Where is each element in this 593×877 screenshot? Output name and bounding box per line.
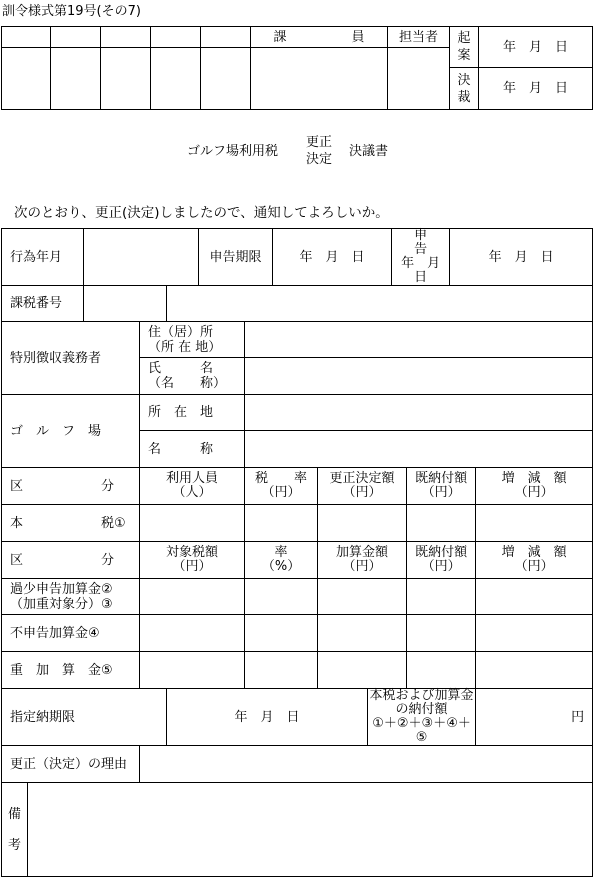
act-month-value[interactable] (84, 229, 199, 286)
main-tax-paid[interactable] (407, 505, 476, 542)
header-difference: 増 減 額 （円） (476, 468, 593, 505)
header-paid-amount-2: 既納付額 （円） (407, 542, 476, 579)
remarks-value[interactable] (28, 783, 593, 877)
remarks-label: 備 考 (2, 783, 28, 877)
reason-label: 更正（決定）の理由 (2, 746, 140, 783)
heavy-base[interactable] (140, 652, 245, 689)
tax-number-extra[interactable] (167, 286, 593, 322)
no-filing-base[interactable] (140, 615, 245, 652)
main-tax-label: 本 税① (2, 505, 140, 542)
payment-due-label: 指定納期限 (2, 689, 167, 746)
name-value[interactable] (245, 358, 593, 395)
stamp-box-2[interactable] (51, 48, 101, 110)
header-users: 利用人員 （人） (140, 468, 245, 505)
golf-location-value[interactable] (245, 395, 593, 431)
document-title (187, 131, 417, 165)
no-filing-difference[interactable] (476, 615, 593, 652)
title-prefix: ゴルフ場利用税 (187, 144, 279, 159)
tax-number-label: 課税番号 (2, 286, 84, 322)
main-tax-corrected[interactable] (318, 505, 407, 542)
under-paid[interactable] (407, 579, 476, 615)
no-filing-rate[interactable] (245, 615, 318, 652)
person-in-charge-label: 担当者 (388, 27, 450, 48)
kubun-label-2: 区 分 (2, 542, 140, 579)
heavy-rate[interactable] (245, 652, 318, 689)
act-month-label: 行為年月 (2, 229, 84, 286)
approval-table (1, 26, 593, 110)
header-rate: 率 （%） (245, 542, 318, 579)
under-reporting-label: 過少申告加算金② （加重対象分）③ (2, 579, 140, 615)
main-tax-users[interactable] (140, 505, 245, 542)
title-suffix: 決議書 (349, 144, 389, 159)
heavy-amount[interactable] (318, 652, 407, 689)
main-tax-rate[interactable] (245, 505, 318, 542)
header-tax-rate: 税 率 （円） (245, 468, 318, 505)
section-staff-stamp[interactable] (251, 48, 388, 110)
address-value[interactable] (245, 322, 593, 358)
address-label: 住（居）所 （所 在 地） (140, 322, 245, 358)
draft-label: 起案 (450, 27, 479, 68)
reason-value[interactable] (140, 746, 593, 783)
golf-name-value[interactable] (245, 431, 593, 468)
stamp-cell-4[interactable] (151, 27, 201, 48)
no-filing-label: 不申告加算金④ (2, 615, 140, 652)
due-date-label: 申告期限 (199, 229, 273, 286)
decision-label: 決裁 (450, 68, 479, 110)
form-number: 訓令様式第19号(その7) (2, 4, 141, 19)
no-filing-paid[interactable] (407, 615, 476, 652)
due-date-value[interactable]: 年 月 日 (273, 229, 392, 286)
title-option-correction: 更正 (306, 135, 333, 150)
title-option-decision: 決定 (306, 152, 333, 167)
no-filing-amount[interactable] (318, 615, 407, 652)
stamp-cell-1[interactable] (2, 27, 51, 48)
header-paid-amount: 既納付額 （円） (407, 468, 476, 505)
stamp-box-3[interactable] (101, 48, 151, 110)
heavy-difference[interactable] (476, 652, 593, 689)
under-amount[interactable] (318, 579, 407, 615)
header-penalty-amount: 加算金額 （円） (318, 542, 407, 579)
taxpayer-label: 特別徴収義務者 (2, 322, 140, 395)
filed-date-value[interactable]: 年 月 日 (450, 229, 593, 286)
payment-due-value[interactable]: 年 月 日 (167, 689, 368, 746)
resolution-table (1, 228, 593, 877)
header-base-tax: 対象税額 （円） (140, 542, 245, 579)
filed-date-label: 申 告 年 月 日 (392, 229, 450, 286)
tax-number-value[interactable] (84, 286, 167, 322)
under-difference[interactable] (476, 579, 593, 615)
person-in-charge-stamp[interactable] (388, 48, 450, 110)
stamp-cell-5[interactable] (201, 27, 251, 48)
stamp-box-5[interactable] (201, 48, 251, 110)
stamp-box-1[interactable] (2, 48, 51, 110)
total-amount-label: 本税および加算金の納付額 ①＋②＋③＋④＋⑤ (368, 689, 476, 746)
stamp-cell-2[interactable] (51, 27, 101, 48)
golf-name-label: 名 称 (140, 431, 245, 468)
under-rate[interactable] (245, 579, 318, 615)
heavy-penalty-label: 重 加 算 金⑤ (2, 652, 140, 689)
section-staff-label: 課 員 (251, 27, 388, 48)
heavy-paid[interactable] (407, 652, 476, 689)
kubun-label-1: 区 分 (2, 468, 140, 505)
intro-text: 次のとおり、更正(決定)しましたので、通知してよろしいか。 (14, 205, 389, 221)
draft-date[interactable]: 年 月 日 (479, 27, 593, 68)
main-tax-difference[interactable] (476, 505, 593, 542)
stamp-box-4[interactable] (151, 48, 201, 110)
golf-course-label: ゴ ル フ 場 (2, 395, 140, 468)
header-difference-2: 増 減 額 （円） (476, 542, 593, 579)
header-corrected-amount: 更正決定額 （円） (318, 468, 407, 505)
under-base[interactable] (140, 579, 245, 615)
name-label: 氏 名 （名 称） (140, 358, 245, 395)
total-amount-value[interactable]: 円 (476, 689, 593, 746)
stamp-cell-3[interactable] (101, 27, 151, 48)
golf-location-label: 所 在 地 (140, 395, 245, 431)
decision-date[interactable]: 年 月 日 (479, 68, 593, 110)
